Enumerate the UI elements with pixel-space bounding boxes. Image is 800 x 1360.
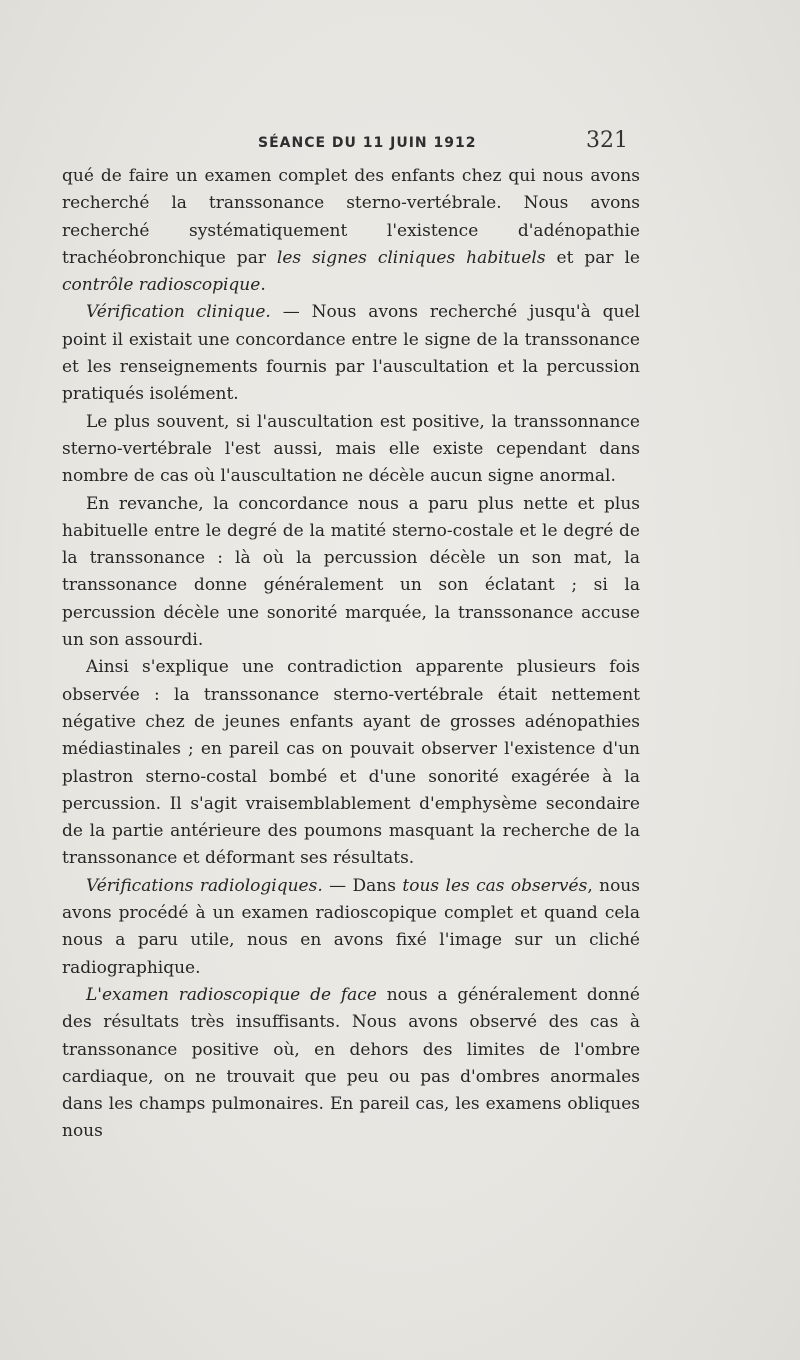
- text-run: Le plus souvent, si l'auscultation est positive, la transsonnance sterno-vertébrale l'est aussi, mais elle existe cependant dans nombre de cas où l'auscultation ne décèle aucun signe anormal.: [62, 411, 640, 487]
- text-run: qué de faire un examen complet des enfants chez qui nous avons recherché la transsonance sterno-vertébrale. Nous avons recherché systématiquement l'existence d'adénopathie trachéobronchique par: [62, 166, 640, 268]
- text-run: et par le: [545, 247, 640, 268]
- section-lead: Vérifications radiologiques.: [86, 875, 323, 896]
- text-run: .: [260, 275, 266, 296]
- paragraph-5: [62, 654, 640, 872]
- text-run: En revanche, la concordance nous a paru plus nette et plus habituelle entre le degré de la matité sterno-costale et le degré de la transsonance : là où la percussion décèle un son mat, la transsonance donne généralement un son éclatant ; si la percussion décèle une sonorité marquée, la transsonance accuse un son assourdi.: [62, 493, 640, 651]
- section-lead: L'examen radioscopique de face: [86, 984, 377, 1005]
- page-number: 321: [586, 128, 628, 153]
- paragraph-1: [62, 163, 640, 299]
- paragraph-4: [62, 491, 640, 655]
- italic-phrase: contrôle radioscopique: [62, 275, 261, 296]
- body-text: [62, 163, 640, 1146]
- text-run: — Dans: [322, 875, 403, 896]
- paragraph-6: [62, 873, 640, 982]
- paragraph-7: [62, 982, 640, 1146]
- italic-phrase: les signes cliniques habituels: [276, 247, 546, 268]
- text-run: Ainsi s'explique une contradiction apparente plusieurs fois observée : la transsonance sterno-vertébrale était nettement négative chez de jeunes enfants ayant de grosses adénopathies médiastinales ; en pareil cas on pouvait observer l'existence d'un plastron sterno-costal bombé et d'une sonorité exagérée à la percussion. Il s'agit vraisemblablement d'emphysème secondaire de la partie antérieure des poumons masquant la recherche de la transsonance et déformant ses résultats.: [62, 657, 640, 869]
- italic-phrase: tous les cas observés: [402, 875, 588, 896]
- paragraph-2: [62, 299, 640, 408]
- running-title: SÉANCE DU 11 JUIN 1912: [258, 135, 477, 151]
- page-header: [250, 128, 628, 156]
- text-run: nous a généralement donné des résultats très insuffisants. Nous avons observé des cas à transsonance positive où, en dehors des limites de l'ombre cardiaque, on ne trouvait que peu ou pas d'ombres anormales dans les champs pulmonaires. En pareil cas, les examens obliques nous: [62, 984, 640, 1142]
- paragraph-3: [62, 409, 640, 491]
- section-lead: Vérification clinique.: [86, 302, 271, 323]
- text-run: , nous avons procédé à un examen radioscopique complet et quand cela nous a paru utile, nous en avons fixé l'image sur un cliché radiographique.: [62, 875, 640, 978]
- text-run: — Nous avons recherché jusqu'à quel point il existait une concordance entre le signe de la transsonance et les renseignements fournis par l'auscultation et la percussion pratiqués isolément.: [62, 302, 640, 405]
